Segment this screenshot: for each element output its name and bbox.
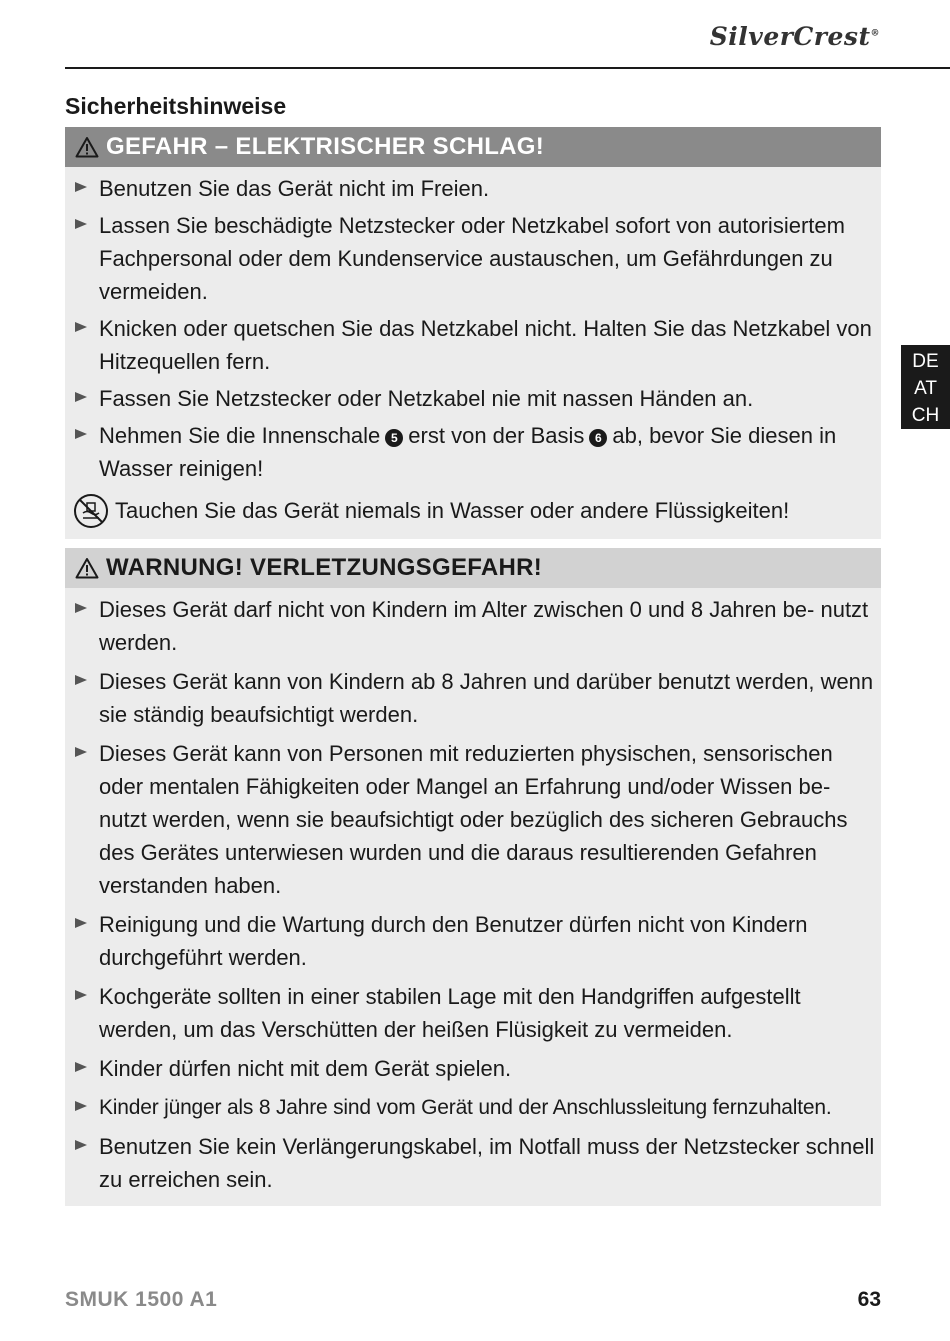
- list-item: [65, 209, 881, 308]
- warning-box: [65, 548, 881, 1206]
- list-item: [65, 419, 881, 485]
- list-item-text: Kinder dürfen nicht mit dem Gerät spielen.: [99, 1056, 512, 1081]
- list-item: [65, 665, 881, 731]
- list-item-text: Knicken oder quetschen Sie das Netzkabel nicht. Halten Sie das Netzkabel von Hitzequellen fern.: [99, 316, 872, 374]
- list-item: [65, 908, 881, 974]
- warning-triangle-icon: [75, 557, 99, 579]
- list-item-text: Dieses Gerät kann von Personen mit reduzierten physischen, sensorischen oder mentalen Fähigkeiten oder Mangel an Erfahrung und/oder Wissen be- nutzt werden, wenn sie beaufsichtigt oder bezüglich des sicheren Gebrauchs des Gerätes unterwiesen wurden und die daraus resultierenden Gefahren verstanden haben.: [99, 741, 848, 898]
- header-rule: [65, 67, 950, 69]
- danger-box-title: GEFAHR – ELEKTRISCHER SCHLAG!: [106, 133, 545, 160]
- list-item: [65, 737, 881, 902]
- bullet-arrow-icon: [75, 1062, 87, 1072]
- bullet-arrow-icon: [75, 392, 87, 402]
- bullet-arrow-icon: [75, 918, 87, 928]
- reference-number-badge: 6: [589, 429, 607, 447]
- language-tab: [901, 345, 950, 429]
- footer-model: SMUK 1500 A1: [65, 1288, 218, 1311]
- reference-number-badge: 5: [385, 429, 403, 447]
- language-code: CH: [911, 405, 940, 426]
- warning-box-title: WARNUNG! VERLETZUNGSGEFAHR!: [106, 554, 543, 581]
- list-item-text: Dieses Gerät kann von Kindern ab 8 Jahren und darüber benutzt werden, wenn sie ständig beaufsichtigt werden.: [99, 669, 874, 727]
- registered-mark: ®: [870, 28, 880, 39]
- list-item: [65, 1130, 881, 1196]
- list-item: [65, 593, 881, 659]
- list-item-text: Lassen Sie beschädigte Netzstecker oder Netzkabel sofort von autorisiertem Fachpersonal oder dem Kundenservice austauschen, um Gefährdungen zu vermeiden.: [99, 213, 845, 304]
- warning-list: [65, 593, 881, 1196]
- page-heading: Sicherheitshinweise: [65, 93, 287, 119]
- list-item-text: Kinder jünger als 8 Jahre sind vom Gerät und der Anschlussleitung fernzuhalten.: [99, 1096, 832, 1119]
- brand-name: SilverCrest: [709, 22, 871, 51]
- no-immersion-text: Tauchen Sie das Gerät niemals in Wasser oder andere Flüssigkeiten!: [115, 498, 790, 523]
- list-item-text: Reinigung und die Wartung durch den Benutzer dürfen nicht von Kindern durchgeführt werden.: [99, 912, 808, 970]
- bullet-arrow-icon: [75, 675, 87, 685]
- brand-logo: [710, 22, 880, 51]
- bullet-arrow-icon: [75, 990, 87, 1000]
- list-item-text: Nehmen Sie die Innenschale: [99, 423, 381, 448]
- list-item-text: Kochgeräte sollten in einer stabilen Lage mit den Handgriffen aufgestellt werden, um das Verschütten der heißen Flüsigkeit zu vermeiden.: [99, 984, 801, 1042]
- language-code: AT: [914, 378, 937, 399]
- list-item: [65, 312, 881, 378]
- list-item-text: Dieses Gerät darf nicht von Kindern im Alter zwischen 0 und 8 Jahren be- nutzt werden.: [99, 597, 869, 655]
- bullet-arrow-icon: [75, 747, 87, 757]
- list-item: [65, 1091, 881, 1124]
- bullet-arrow-icon: [75, 322, 87, 332]
- language-code: DE: [912, 351, 939, 372]
- no-immersion-icon: [73, 493, 109, 529]
- list-item: [65, 172, 881, 205]
- warning-triangle-icon: [75, 136, 99, 158]
- page-number: 63: [857, 1288, 881, 1311]
- bullet-arrow-icon: [75, 1140, 87, 1150]
- warning-box-header: [65, 548, 881, 588]
- danger-box: [65, 127, 881, 539]
- list-item-text: Benutzen Sie das Gerät nicht im Freien.: [99, 176, 490, 201]
- bullet-arrow-icon: [75, 603, 87, 613]
- no-immersion-notice: [73, 493, 789, 529]
- list-item-text: Fassen Sie Netzstecker oder Netzkabel nie mit nassen Händen an.: [99, 386, 754, 411]
- list-item-text: Benutzen Sie kein Verlängerungskabel, im Notfall muss der Netzstecker schnell zu erreichen sein.: [99, 1134, 875, 1192]
- list-item-text: erst von der Basis: [408, 423, 585, 448]
- bullet-arrow-icon: [75, 182, 87, 192]
- bullet-arrow-icon: [75, 1101, 87, 1111]
- list-item-text: ab, bevor Sie diesen in Wasser reinigen!: [99, 423, 837, 481]
- bullet-arrow-icon: [75, 429, 87, 439]
- bullet-arrow-icon: [75, 219, 87, 229]
- danger-box-header: [65, 127, 881, 167]
- list-item: [65, 382, 881, 415]
- danger-list: [65, 172, 881, 485]
- list-item: [65, 1052, 881, 1085]
- list-item: [65, 980, 881, 1046]
